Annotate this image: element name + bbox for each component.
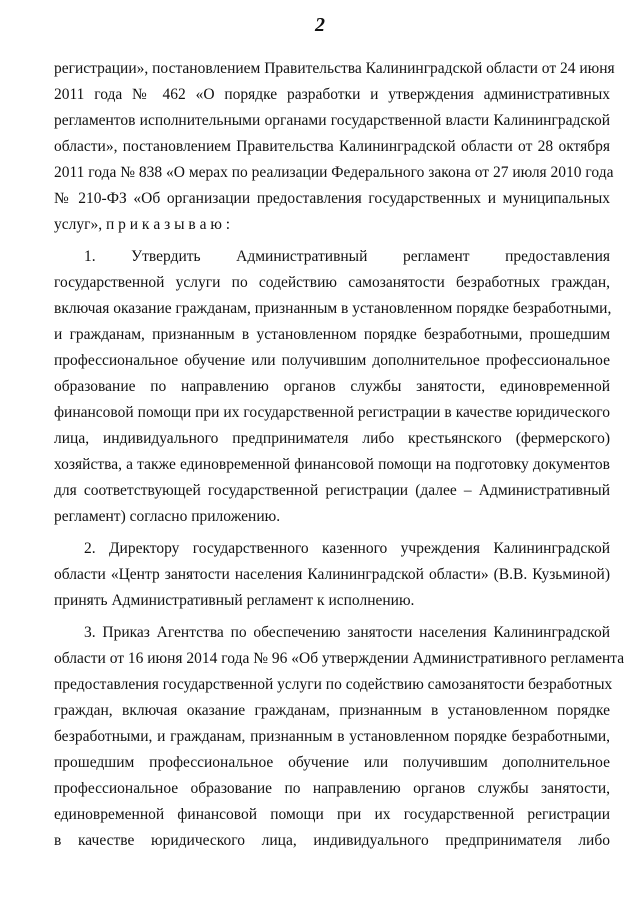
text-line: включая оказание гражданам, признанным в установленном порядке безработными, xyxy=(54,300,612,317)
text-line: области от 16 июня 2014 года № 96 «Об утверждении Административного регламента xyxy=(54,650,625,667)
text-line: государственной услуги по содействию самозанятости безработных граждан, xyxy=(54,274,610,291)
text-line: для соответствующей государственной регистрации (далее – Административный xyxy=(54,482,610,499)
text-line: лица, индивидуального предпринимателя либо крестьянского (фермерского) xyxy=(54,430,610,447)
text-line: области «Центр занятости населения Калининградской области» (В.В. Кузьминой) xyxy=(54,566,610,583)
text-line: финансовой помощи при их государственной регистрации в качестве юридического xyxy=(54,404,610,421)
text-line: граждан, включая оказание гражданам, признанным в установленном порядке xyxy=(54,702,610,719)
text-line: 2011 года № 462 «О порядке разработки и утверждения административных xyxy=(54,86,610,103)
text-line: 1. Утвердить Административный регламент предоставления xyxy=(84,248,610,265)
text-line: безработными, и гражданам, признанным в установленном порядке безработными, xyxy=(54,728,610,745)
text-line: услуг», п р и к а з ы в а ю : xyxy=(54,216,231,233)
text-line: прошедшим профессиональное обучение или получившим дополнительное xyxy=(54,754,610,771)
document-body xyxy=(54,56,625,854)
text-line: профессиональное образование по направлению органов службы занятости, xyxy=(54,780,610,797)
text-line: № 210-ФЗ «Об организации предоставления государственных и муниципальных xyxy=(54,190,610,207)
text-line: регламент) согласно приложению. xyxy=(54,508,281,525)
text-line: регламентов исполнительными органами государственной власти Калининградской xyxy=(54,112,610,129)
text-line: в качестве юридического лица, индивидуального предпринимателя либо xyxy=(54,832,610,849)
text-line: профессиональное обучение или получившим дополнительное профессиональное xyxy=(54,352,610,369)
text-line: 3. Приказ Агентства по обеспечению занятости населения Калининградской xyxy=(84,624,610,641)
text-line: области», постановлением Правительства Калининградской области от 28 октября xyxy=(54,138,610,155)
text-line: и гражданам, признанным в установленном порядке безработными, прошедшим xyxy=(54,326,610,343)
text-line: 2011 года № 838 «О мерах по реализации Федерального закона от 27 июля 2010 года xyxy=(54,164,614,181)
text-line: хозяйства, а также единовременной финансовой помощи на подготовку документов xyxy=(54,456,610,473)
text-line: единовременной финансовой помощи при их государственной регистрации xyxy=(54,806,610,823)
page-number: 2 xyxy=(315,14,325,36)
text-line: 2. Директору государственного казенного учреждения Калининградской xyxy=(84,540,610,557)
text-line: предоставления государственной услуги по содействию самозанятости безработных xyxy=(54,676,613,693)
text-line: принять Административный регламент к исполнению. xyxy=(54,592,415,609)
text-line: образование по направлению органов службы занятости, единовременной xyxy=(54,378,610,395)
text-line: регистрации», постановлением Правительства Калининградской области от 24 июня xyxy=(54,60,615,77)
